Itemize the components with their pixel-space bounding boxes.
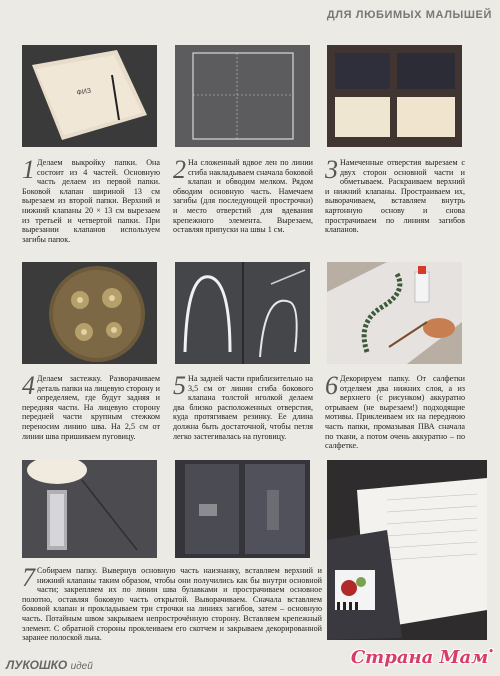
- section-title: ДЛЯ ЛЮБИМЫХ МАЛЫШЕЙ: [326, 9, 492, 21]
- step-text: Делаем выкройку папки. Она состоит из 4 частей. Основную часть делаем из первой папки. Боковой клапан шириной 13 см вырезаем из второй папки. Верхний и нижний клапаны 20 × 13 см вырезаем из третьей и четвертой папки. При вырезании клапанов используем загибы папок.: [22, 158, 160, 244]
- page-header: [0, 0, 500, 30]
- step-number: 6: [325, 371, 338, 400]
- photo-flaps: [327, 45, 462, 147]
- step-1: [22, 155, 160, 244]
- step-text: Делаем застежку. Разворачиваем деталь папки на лицевую сторону и определяем, где будут задняя и передняя части. На лицевую сторону передней части крупным стежком переносим линию шва. На 2,5 см от линии шва пришиваем пуговицу.: [22, 374, 160, 441]
- step-number: 1: [22, 155, 35, 184]
- magazine-logo: [6, 658, 93, 672]
- site-watermark: [351, 647, 494, 668]
- watermark-text: Страна Мам: [350, 647, 489, 668]
- step-number: 3: [325, 155, 338, 184]
- step-2: [173, 155, 313, 235]
- photo-folder-back: [175, 460, 310, 558]
- step-number: 5: [173, 371, 186, 400]
- step-text: На сложенный вдвое лен по линии сгиба накладываем сначала боковой клапан и обводим мелком. Рядом обводим основную часть. Намечаем загибы (для последующей прострочки) и место отверстий для вдевания крепежного элемента. Вырезаем, оставляя припуски на швы 1 см.: [173, 158, 313, 235]
- watermark-dot: •: [488, 647, 494, 657]
- photo-folders: [22, 45, 157, 147]
- step-5: [173, 371, 313, 441]
- step-6: [325, 371, 465, 451]
- folder-label: ФИЗ: [76, 87, 92, 97]
- step-7: [22, 563, 322, 643]
- step-number: 4: [22, 371, 35, 400]
- logo-sub: идей: [70, 661, 93, 672]
- step-number: 2: [173, 155, 186, 184]
- step-3: [325, 155, 465, 235]
- photo-linen-outline: [175, 45, 310, 147]
- step-4: [22, 371, 160, 441]
- photo-napkin-glue: [327, 262, 462, 364]
- photo-assembly: [22, 460, 157, 558]
- photo-button: [22, 262, 157, 364]
- step-number: 7: [22, 563, 35, 592]
- logo-main: ЛУКОШКО: [6, 658, 68, 672]
- photo-finished-folder: [327, 460, 487, 640]
- step-text: Декорируем папку. От салфетки отделяем два нижних слоя, а из верхнего (с рисунком) аккуратно отрываем (не вырезаем!) подходящие мотивы. Приклеиваем их на переднюю часть папки, промазывая ПВА сначала по ткани, а потом очень аккуратно – по салфетке.: [325, 374, 465, 451]
- step-text: Собираем папку. Вывернув основную часть наизнанку, вставляем верхний и нижний клапаны таким образом, чтобы они получились как бы внутри основной части; закрепляем их по линии шва булавками и прострачиваем основное полотно, оставляя боковую часть открытой. Выворачиваем. Сначала вставляем боковой клапан и прокладываем три строчки на линиях загибов, затем – основную часть. Потайным швом закрываем непрострочённую сторону. Вставляем крепежный элемент. С обратной стороны проклеиваем его скотчем и закрываем декорированной заранее полоской льна.: [22, 566, 322, 643]
- step-text: Намеченные отверстия вырезаем с двух сторон основной части и обметываем. Раскраиваем верхний и нижний клапаны. Простраиваем их, выворачиваем, вставляем внутрь картонную основу и снова прострачиваем по линиям загибов клапанов.: [325, 158, 465, 235]
- photo-elastic: [175, 262, 310, 364]
- step-text: На задней части приблизительно на 3,5 см от линии сгиба бокового клапана толстой иголкой делаем два близко расположенных отверстия, куда протягиваем резинку. Ее длина должна быть достаточной, чтобы петля легко застегивалась на пуговицу.: [173, 374, 313, 441]
